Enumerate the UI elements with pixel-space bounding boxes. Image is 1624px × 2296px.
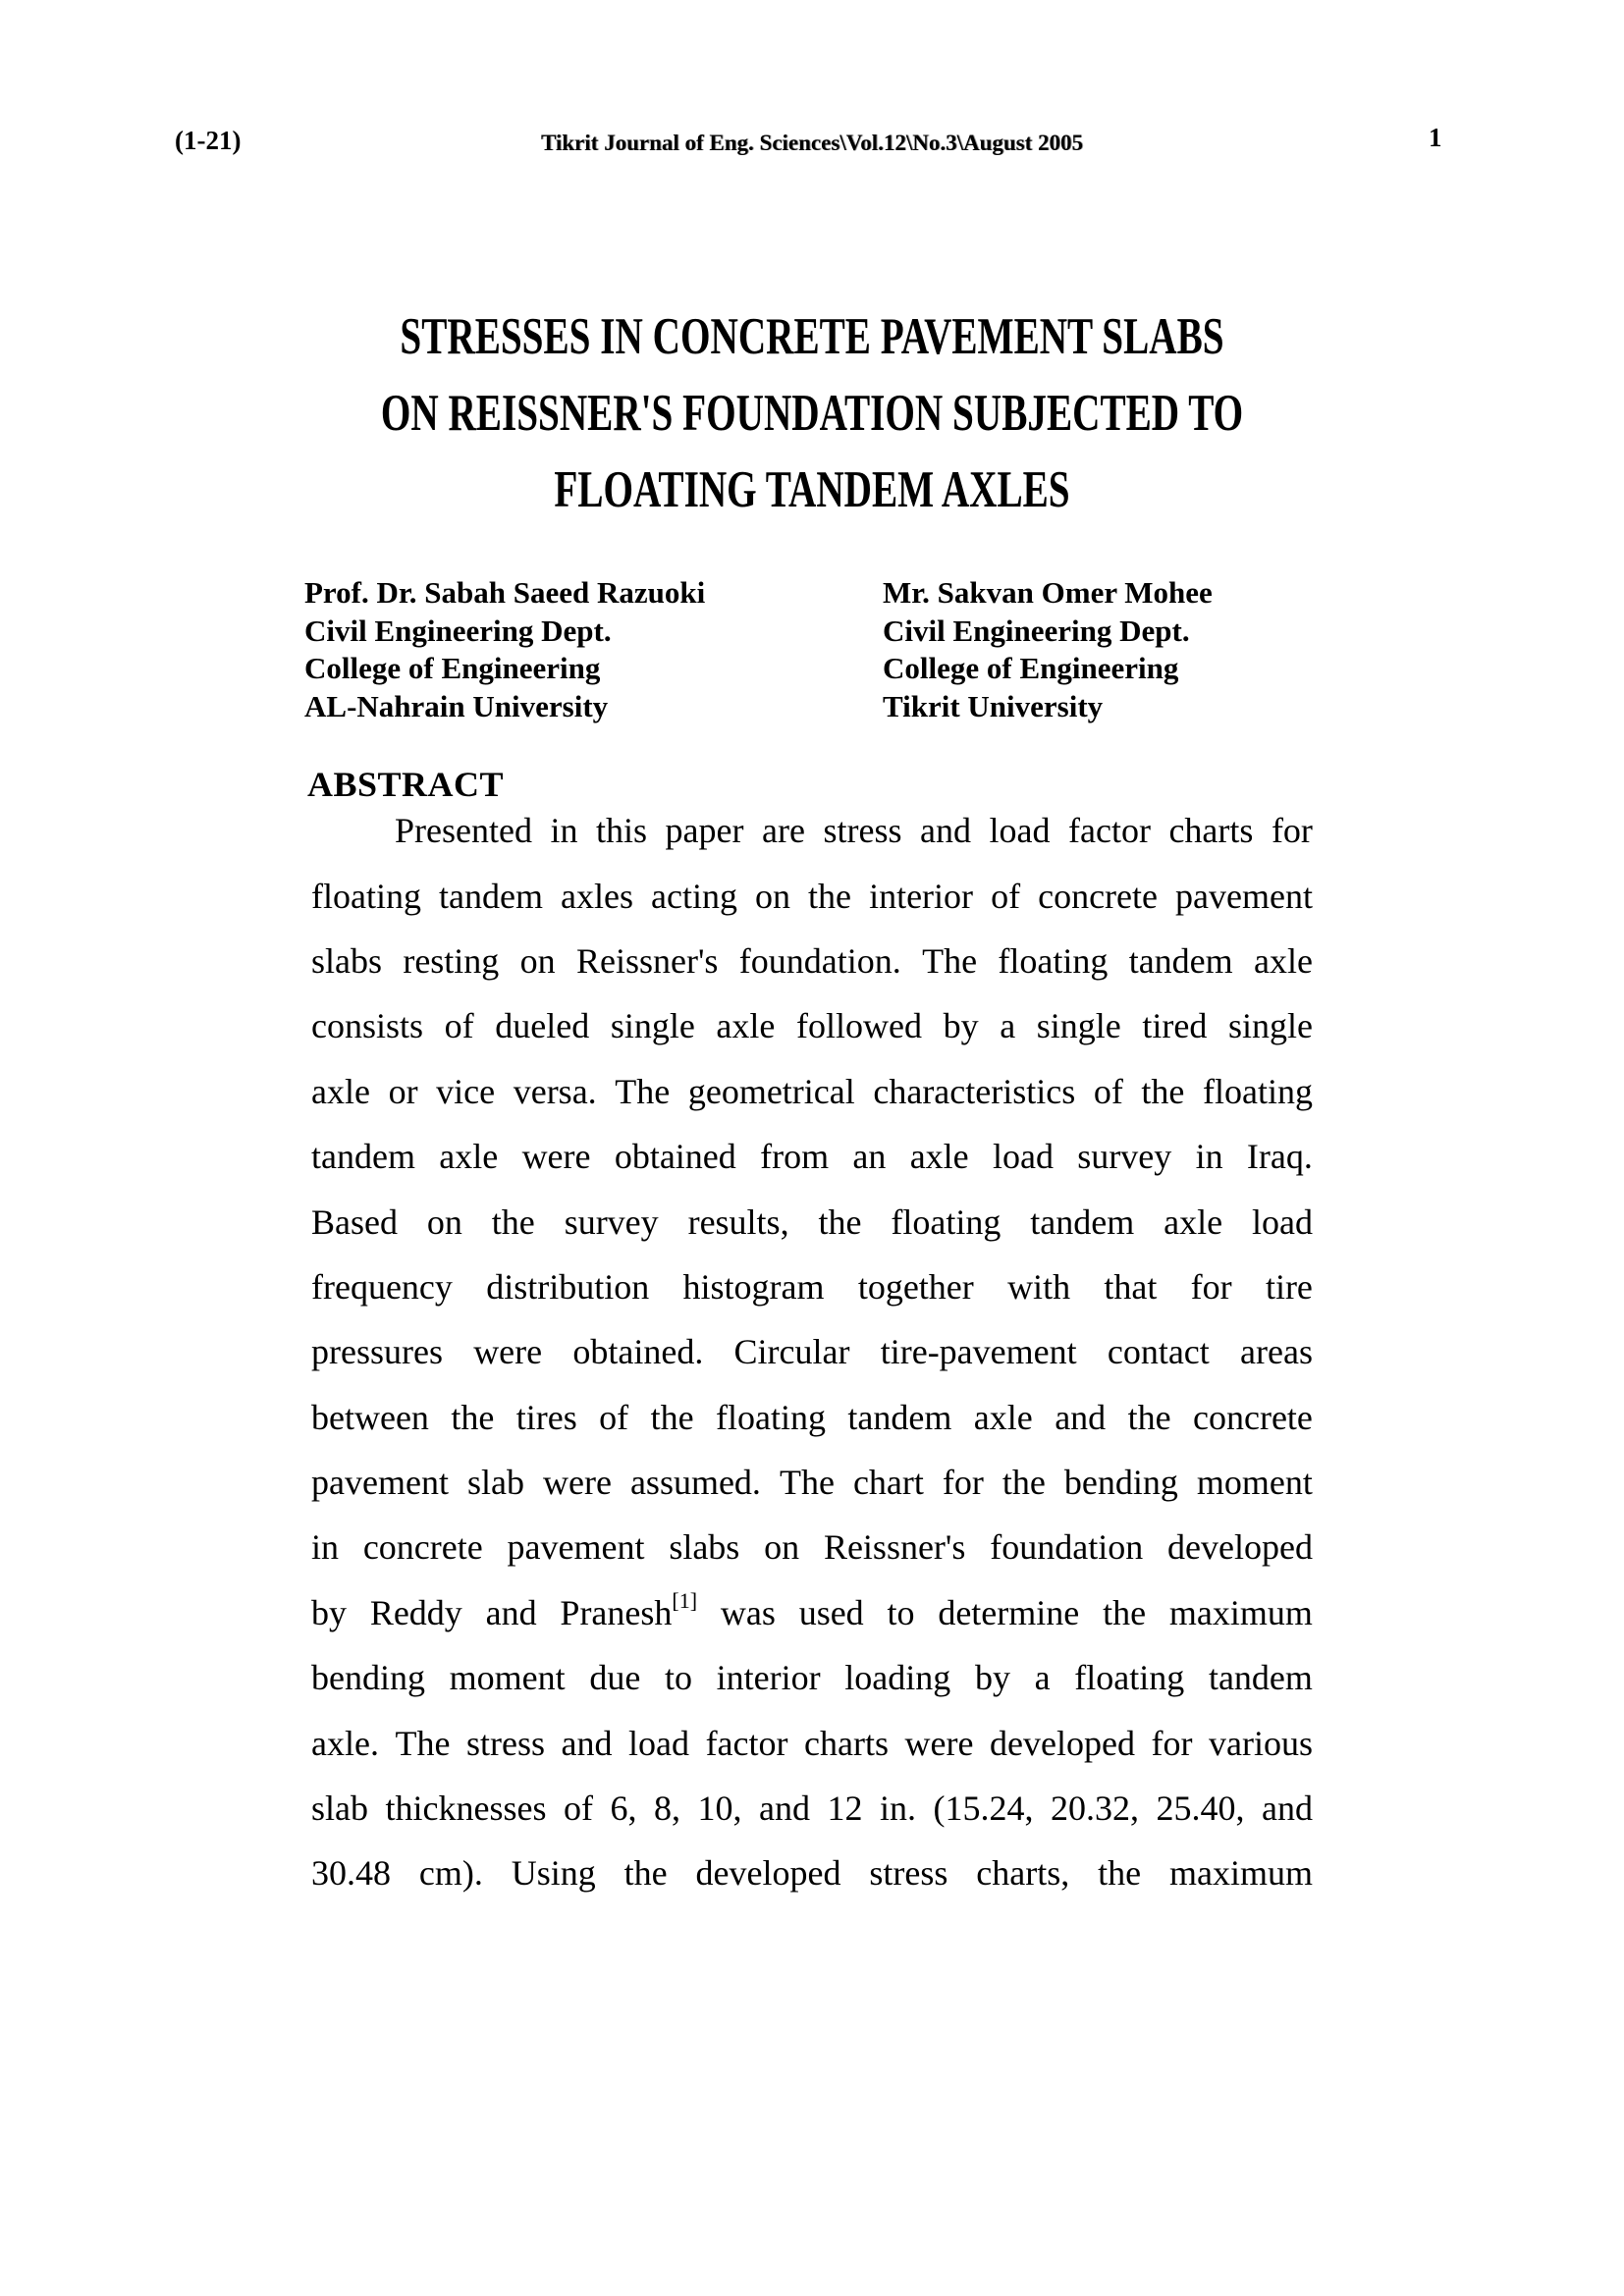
abstract-line: Based on the survey results, the floating tandem axle load xyxy=(311,1201,1313,1242)
author-college: College of Engineering xyxy=(883,651,1179,685)
author-department: Civil Engineering Dept. xyxy=(304,613,612,648)
reference-marker: [1] xyxy=(672,1587,698,1613)
abstract-line: consists of dueled single axle followed by a single tired single xyxy=(311,1006,1313,1046)
abstract-line: slabs resting on Reissner's foundation. The floating tandem axle xyxy=(311,940,1313,981)
paper-title-line-1: STRESSES IN CONCRETE PAVEMENT SLABS xyxy=(400,308,1224,365)
abstract-line: slab thicknesses of 6, 8, 10, and 12 in. (15.24, 20.32, 25.40, and xyxy=(311,1789,1313,1829)
abstract-line: pavement slab were assumed. The chart for the bending moment xyxy=(311,1463,1313,1503)
paper-title-line-3: FLOATING TANDEM AXLES xyxy=(554,461,1070,518)
abstract-line: between the tires of the floating tandem axle and the concrete xyxy=(311,1397,1313,1437)
abstract-line: by Reddy and Pranesh[1] was used to determine the maximum xyxy=(311,1587,1313,1632)
author-university: AL-Nahrain University xyxy=(304,688,609,723)
abstract-line: pressures were obtained. Circular tire-pavement contact areas xyxy=(311,1332,1313,1372)
abstract-heading: ABSTRACT xyxy=(307,765,505,804)
abstract-line: in concrete pavement slabs on Reissner's foundation developed xyxy=(311,1527,1313,1568)
abstract-line: floating tandem axles acting on the interior of concrete pavement xyxy=(311,876,1313,916)
abstract-paragraph xyxy=(311,798,1313,1906)
abstract-line: 30.48 cm). Using the developed stress charts, the maximum xyxy=(311,1853,1313,1894)
abstract-line: tandem axle were obtained from an axle load survey in Iraq. xyxy=(311,1137,1313,1177)
page-number: 1 xyxy=(1429,123,1442,152)
abstract-line: Presented in this paper are stress and load factor charts for xyxy=(395,811,1313,851)
author-block-right xyxy=(883,574,1213,725)
author-department: Civil Engineering Dept. xyxy=(883,613,1190,648)
paper-title xyxy=(211,298,1413,528)
author-name: Prof. Dr. Sabah Saeed Razuoki xyxy=(304,575,706,610)
journal-header: Tikrit Journal of Eng. Sciences\Vol.12\No.3\August 2005 xyxy=(540,131,1084,155)
abstract-line: axle or vice versa. The geometrical characteristics of the floating xyxy=(311,1071,1313,1111)
abstract-line: axle. The stress and load factor charts were developed for various xyxy=(311,1723,1313,1763)
author-university: Tikrit University xyxy=(883,688,1104,723)
abstract-line: frequency distribution histogram together with that for tire xyxy=(311,1266,1313,1307)
abstract-line: bending moment due to interior loading by a floating tandem xyxy=(311,1658,1313,1698)
article-page-range: (1-21) xyxy=(175,126,242,155)
author-name: Mr. Sakvan Omer Mohee xyxy=(883,575,1213,610)
author-block-left xyxy=(304,574,705,725)
author-college: College of Engineering xyxy=(304,651,601,685)
paper-title-line-2: ON REISSNER'S FOUNDATION SUBJECTED TO xyxy=(380,385,1244,442)
